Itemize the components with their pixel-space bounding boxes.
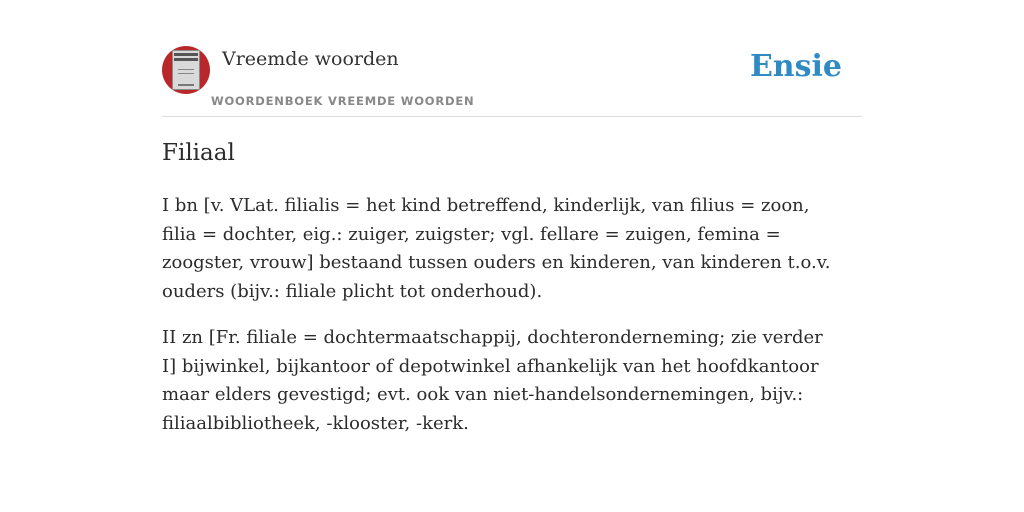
definition-paragraph-2: II zn [Fr. filiale = dochtermaatschappij, dochteronderneming; zie verder I] bijwinkel, bijkantoor of depotwinkel afhankelijk van het hoofdkantoor maar elders gevestigd; evt. ook van niet-handelsondernemingen, bijv.: filiaalbibliotheek, -klooster, -kerk. bbox=[162, 327, 823, 434]
definition-paragraph-1: I bn [v. VLat. filialis = het kind betreffend, kinderlijk, van filius = zoon, filia = dochter, eig.: zuiger, zuigster; vgl. fellare = zuigen, femina = zoogster, vrouw] bestaand tussen ouders en kinderen, van kinderen t.o.v. ouders (bijv.: filiale plicht tot onderhoud). bbox=[162, 195, 831, 302]
dictionary-avatar[interactable] bbox=[162, 46, 210, 94]
dictionary-subtitle: WOORDENBOEK VREEMDE WOORDEN bbox=[211, 94, 475, 108]
entry-definition bbox=[162, 192, 834, 456]
book-cover-icon bbox=[172, 50, 200, 90]
brand-logo[interactable]: Ensie bbox=[749, 49, 842, 84]
entry-title: Filiaal bbox=[162, 140, 235, 166]
page-header bbox=[162, 44, 862, 117]
dictionary-name[interactable]: Vreemde woorden bbox=[222, 48, 399, 70]
